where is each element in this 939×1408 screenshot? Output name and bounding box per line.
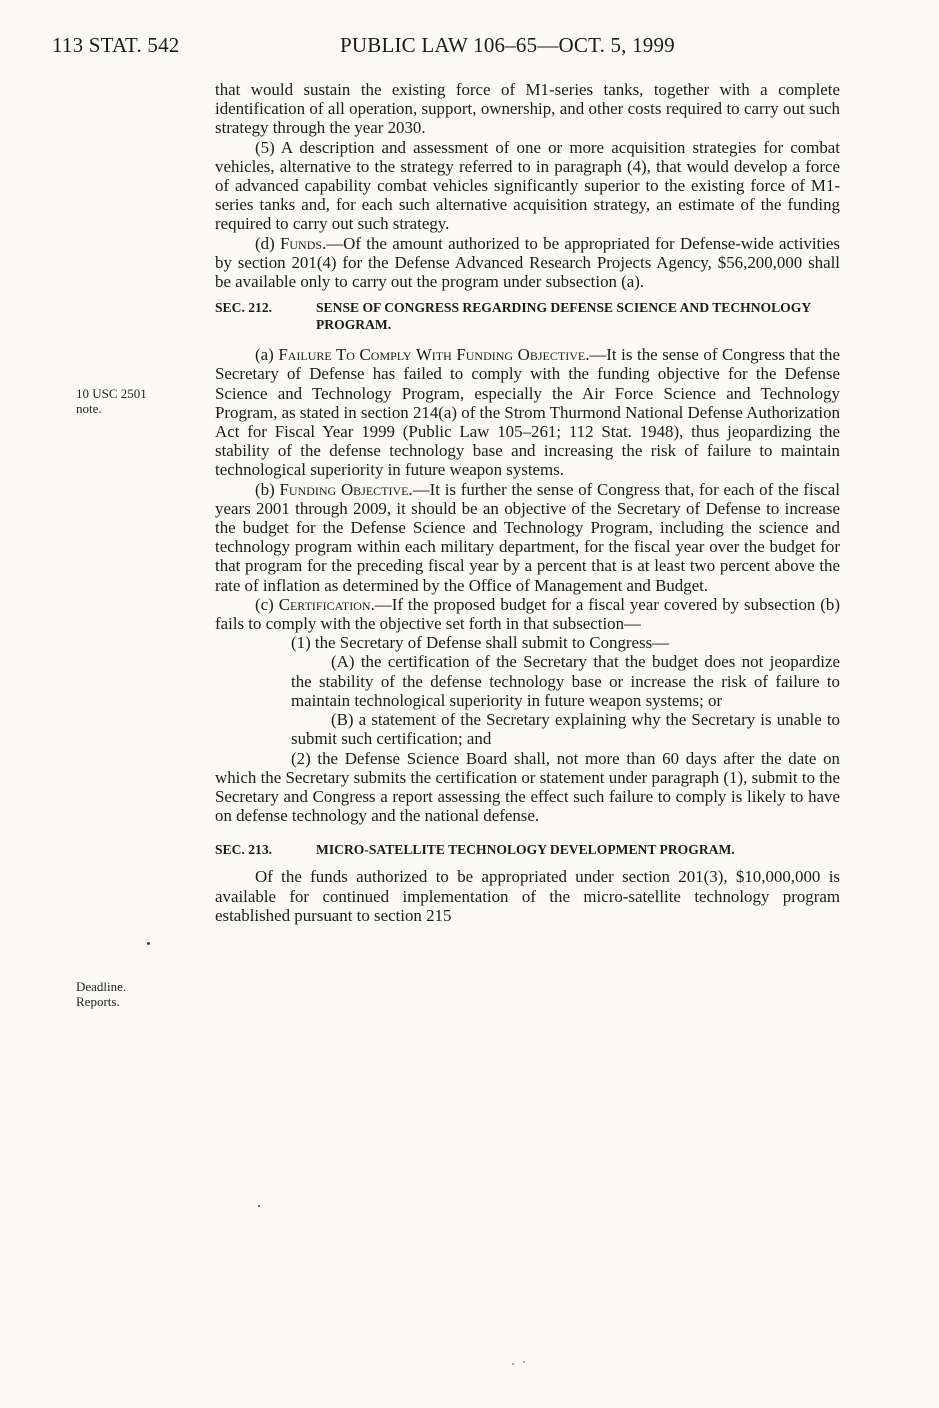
- subsection-b-label: (b): [255, 479, 280, 499]
- section-213-title: MICRO-SATELLITE TECHNOLOGY DEVELOPMENT PROGRAM.: [316, 842, 735, 858]
- stat-page-number: 113 STAT. 542: [52, 33, 180, 57]
- speck-mark: [147, 942, 150, 945]
- section-212-heading: [215, 299, 840, 333]
- margin-note-deadline: [76, 979, 126, 1009]
- subsection-c: [215, 595, 840, 633]
- margin-note-usc-line1: 10 USC 2501: [76, 386, 147, 401]
- margin-note-usc: [76, 386, 147, 416]
- public-law-citation: PUBLIC LAW 106–65—OCT. 5, 1999: [340, 33, 675, 57]
- section-212-number: SEC. 212.: [215, 300, 273, 316]
- speck-mark: [512, 1363, 514, 1365]
- speck-mark: [523, 1361, 525, 1363]
- subsection-d: [215, 234, 840, 292]
- subsection-d-text: .—Of the amount authorized to be appropriated for Defense-wide activities by section 201(4) for the Defense Advanced Research Projects Agency, $56,200,000 shall be available only to carry out the program under subsection (a).: [215, 233, 840, 292]
- subsection-a-heading: Failure To Comply With Funding Objective: [278, 345, 586, 365]
- speck-mark: [258, 1205, 260, 1207]
- paragraph-c1-A: (A) the certification of the Secretary that the budget does not jeopardize the stability of the defense technology base or increase the risk of failure to maintain technological superiority in future weapon systems; or: [291, 652, 840, 710]
- section-213-paragraph: Of the funds authorized to be appropriated under section 201(3), $10,000,000 is available for continued implementation of the micro-satellite technology program established pursuant to section 215: [215, 867, 840, 925]
- subsection-c-label: (c): [255, 594, 279, 614]
- margin-note-reports-label: Reports.: [76, 994, 120, 1009]
- subsection-b-text: .—It is further the sense of Congress that, for each of the fiscal years 2001 through 2009, it should be an objective of the Secretary of Defense to increase the budget for the Defense Science and Technology Program, including the science and technology program within each military department, for the fiscal year over the budget for that program for the preceding fiscal year by a percent that is at least two percent above the rate of inflation as determined by the Office of Management and Budget.: [215, 479, 840, 595]
- paragraph-c1-B: (B) a statement of the Secretary explaining why the Secretary is unable to submit such certification; and: [291, 710, 840, 749]
- subsection-b: [215, 480, 840, 595]
- paragraph-c1: (1) the Secretary of Defense shall submit to Congress—: [291, 633, 670, 653]
- subsection-c-heading: Certification: [278, 594, 371, 614]
- subsection-b-heading: Funding Objective: [279, 479, 409, 499]
- subsection-a-label: (a): [255, 345, 279, 365]
- section-213-number: SEC. 213.: [215, 842, 273, 858]
- section-213-heading: [215, 841, 840, 858]
- subsection-d-heading: Funds: [279, 233, 323, 253]
- main-text-column: [215, 80, 840, 925]
- paragraph-continuation: that would sustain the existing force of M1-series tanks, together with a complete identification of all operation, support, ownership, and other costs required to carry out such strategy through the year 2030.: [215, 80, 840, 138]
- subsection-d-label: (d): [255, 233, 280, 253]
- running-head: [0, 33, 939, 63]
- paragraph-c2: (2) the Defense Science Board shall, not more than 60 days after the date on which the Secretary submits the certification or statement under paragraph (1), submit to the Secretary and Congress a report assessing the effect such failure to comply is likely to have on defense technology and the national defense.: [215, 748, 840, 826]
- section-212-title: SENSE OF CONGRESS REGARDING DEFENSE SCIENCE AND TECHNOLOGY PROGRAM.: [316, 300, 811, 333]
- margin-note-usc-line2: note.: [76, 401, 102, 416]
- subsection-c-text: .—If the proposed budget for a fiscal year covered by subsection (b) fails to comply with the objective set forth in that subsection—: [215, 594, 840, 634]
- subsection-a: [215, 345, 840, 479]
- paragraph-5: (5) A description and assessment of one or more acquisition strategies for combat vehicles, alternative to the strategy referred to in paragraph (4), that would develop a force of advanced capability combat vehicles significantly superior to the existing force of M1-series tanks and, for each such alternative acquisition strategy, an estimate of the funding required to carry out such strategy.: [215, 137, 840, 234]
- subsection-a-text: .—It is the sense of Congress that the Secretary of Defense has failed to comply with the funding objective for the Defense Science and Technology Program, especially the Air Force Science and Technology Program, as stated in section 214(a) of the Strom Thurmond National Defense Authorization Act for Fiscal Year 1999 (Public Law 105–261; 112 Stat. 1948), thus jeopardizing the stability of the defense technology base and increasing the risk of failure to maintain technological superiority in future weapon systems.: [215, 345, 840, 480]
- margin-note-deadline-label: Deadline.: [76, 979, 127, 994]
